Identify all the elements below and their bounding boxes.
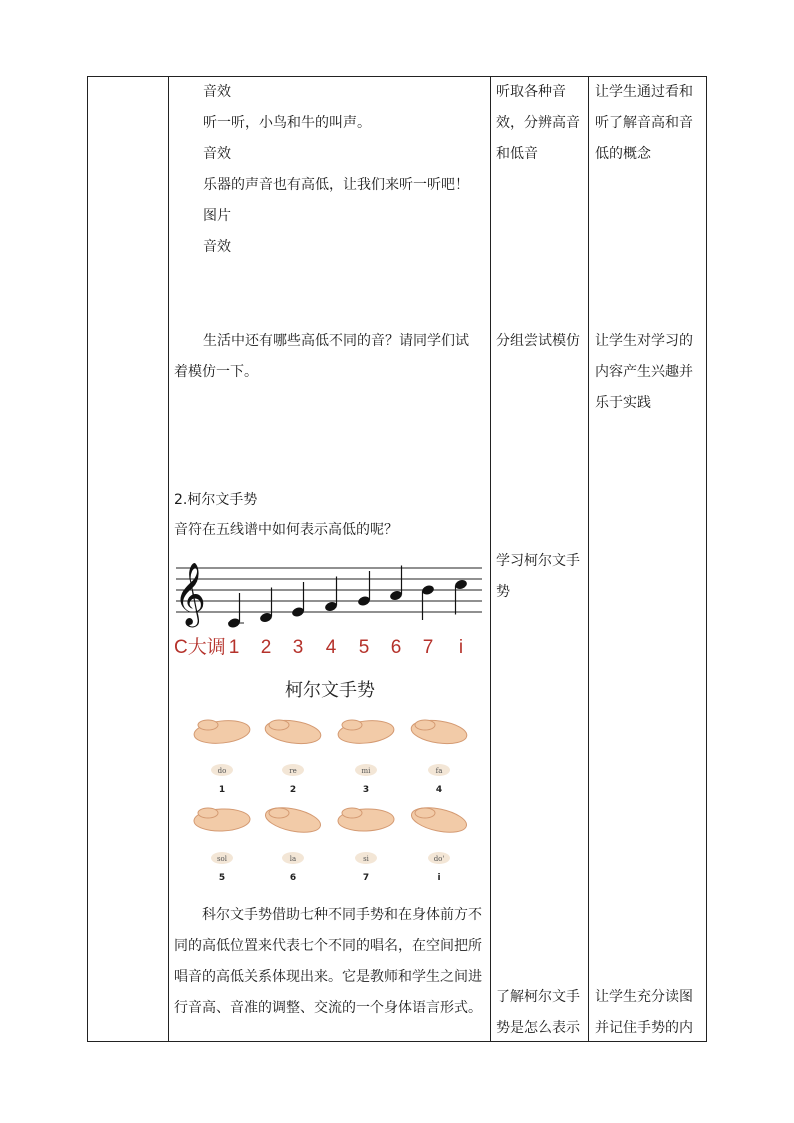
hand-sign-number: i	[437, 873, 441, 883]
content-paragraph: 生活中还有哪些高低不同的音？请同学们试着模仿一下。	[174, 333, 469, 380]
column-divider	[588, 77, 589, 1041]
column-divider	[490, 77, 491, 1041]
question-text: 音符在五线谱中如何表示高低的呢？	[174, 522, 398, 538]
syllable-label: do'	[433, 855, 445, 863]
content-paragraph: 科尔文手势借助七种不同手势和在身体前方不同的高低位置来代表七个不同的唱名，在空间把所唱音的高低关系体现出来。它是教师和学生之间进行音高、音准的调整、交流的一个身体语言形式。	[174, 907, 482, 1016]
content-line: 图片	[203, 208, 231, 224]
hand-sign-icon	[264, 717, 323, 747]
content-line: 音效	[203, 239, 231, 255]
hand-sign-icon	[410, 717, 469, 747]
student-activity: 学习柯尔文手势	[496, 553, 580, 600]
hand-sign-number: 2	[289, 785, 297, 795]
hand-rows-group	[193, 717, 469, 883]
syllable-label: fa	[435, 767, 443, 775]
student-activity: 了解柯尔文手势是怎么表示	[496, 989, 580, 1036]
column-divider	[168, 77, 169, 1041]
hand-signs-image	[176, 672, 486, 892]
syllable-label: sol	[216, 855, 228, 863]
scale-number: 1	[228, 637, 240, 658]
hand-sign-icon	[193, 718, 251, 746]
syllable-label: mi	[361, 767, 371, 775]
scale-number: 2	[260, 637, 272, 658]
hand-signs-title: 柯尔文手势	[285, 680, 375, 701]
syllable-label: re	[289, 767, 297, 775]
treble-clef-icon: 𝄞	[174, 562, 206, 625]
hand-sign-number: 1	[218, 785, 226, 795]
hand-sign-icon	[338, 808, 395, 832]
syllable-label: si	[363, 855, 369, 863]
hand-sign-number: 5	[218, 873, 226, 883]
scale-number: i	[458, 637, 464, 658]
scale-number: 3	[292, 637, 304, 658]
scale-number: 7	[422, 637, 434, 658]
hand-sign-icon	[194, 808, 251, 832]
hand-sign-number: 4	[435, 785, 443, 795]
design-intent: 让学生通过看和听了解音高和音低的概念	[595, 84, 693, 162]
hand-sign-icon	[409, 803, 468, 836]
design-intent: 让学生充分读图并记住手势的内	[595, 989, 693, 1036]
syllable-label: la	[289, 855, 297, 863]
content-line: 音效	[203, 146, 231, 162]
content-line: 乐器的声音也有高低，让我们来听一听吧！	[203, 177, 469, 193]
scale-number: 5	[358, 637, 370, 658]
student-activity: 分组尝试模仿	[496, 333, 580, 349]
hand-sign-number: 7	[362, 873, 370, 883]
content-line: 音效	[203, 84, 231, 100]
hand-sign-number: 6	[289, 873, 297, 883]
section-title: 2.柯尔文手势	[174, 492, 258, 508]
hand-sign-icon	[263, 803, 322, 836]
hand-sign-number: 3	[362, 785, 370, 795]
design-intent: 让学生对学习的内容产生兴趣并乐于实践	[595, 333, 693, 411]
syllable-label: do	[217, 767, 227, 775]
key-label: C大调	[174, 637, 226, 658]
scale-number: 6	[390, 637, 402, 658]
staff-svg	[174, 546, 484, 666]
content-line: 听一听，小鸟和牛的叫声。	[203, 115, 371, 131]
staff-image	[174, 546, 484, 666]
scale-number: 4	[325, 637, 337, 658]
hand-signs-svg	[176, 672, 486, 892]
student-activity: 听取各种音效，分辨高音和低音	[496, 84, 580, 162]
hand-sign-icon	[337, 718, 395, 746]
